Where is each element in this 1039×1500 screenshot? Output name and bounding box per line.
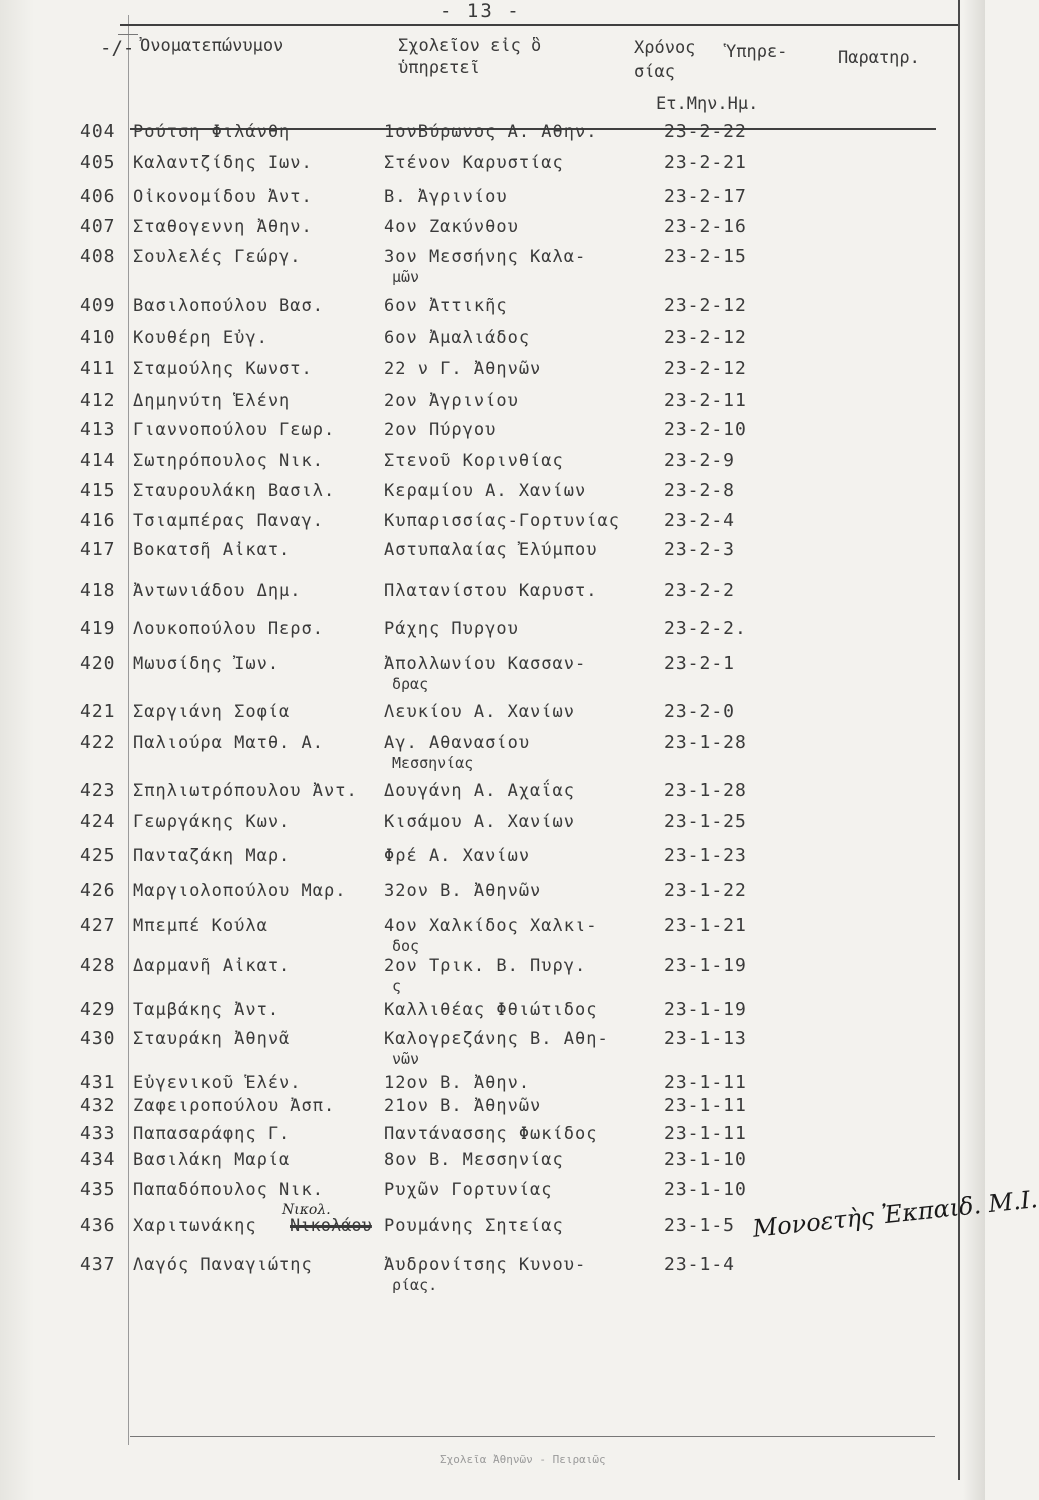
footer-rule bbox=[130, 1436, 935, 1437]
table-row bbox=[0, 915, 958, 955]
table-row bbox=[0, 812, 958, 842]
row-date: 23-2-12 bbox=[664, 327, 747, 348]
row-name: Ρούτση Φιλάνθη bbox=[133, 122, 291, 142]
page-number: - 13 - bbox=[440, 0, 521, 22]
row-school: Φρέ Α. Χανίων bbox=[384, 846, 531, 866]
table-row bbox=[0, 481, 958, 511]
row-school-line2: ς bbox=[392, 977, 402, 995]
header-school-line2: ὑπηρετεῖ bbox=[398, 58, 480, 78]
table-row bbox=[0, 217, 958, 247]
row-number: 431 bbox=[80, 1072, 116, 1093]
row-date: 23-2-11 bbox=[664, 390, 747, 411]
header-notes: Παρατηρ. bbox=[838, 48, 920, 68]
row-number: 407 bbox=[80, 216, 116, 237]
row-date: 23-1-28 bbox=[664, 732, 747, 753]
table-header bbox=[0, 34, 958, 124]
row-date: 23-2-17 bbox=[664, 186, 747, 207]
row-number: 430 bbox=[80, 1028, 116, 1049]
row-name: Γεωργάκης Κων. bbox=[133, 812, 291, 832]
table-row bbox=[0, 1180, 958, 1210]
row-name: Εὐγενικοῦ Ἑλέν. bbox=[133, 1073, 302, 1093]
table-row bbox=[0, 1000, 958, 1030]
table-row bbox=[0, 581, 958, 611]
row-number: 432 bbox=[80, 1095, 116, 1116]
row-name: Ἀντωνιάδου Δημ. bbox=[133, 581, 302, 601]
row-name: Σταυρουλάκη Βασιλ. bbox=[133, 481, 336, 501]
row-school: 6ον Ἀμαλιάδος bbox=[384, 328, 531, 348]
row-name: Οἰκονομίδου Ἀντ. bbox=[133, 187, 313, 207]
row-name: Μπεμπέ Κούλα bbox=[133, 916, 268, 936]
table-row bbox=[0, 187, 958, 217]
row-number: 435 bbox=[80, 1179, 116, 1200]
row-date: 23-2-15 bbox=[664, 246, 747, 267]
row-number: 421 bbox=[80, 701, 116, 722]
row-name: Σπηλιωτρόπουλου Ἀντ. bbox=[133, 781, 358, 801]
row-number: 433 bbox=[80, 1123, 116, 1144]
table-row bbox=[0, 1254, 958, 1294]
row-school: 2ον Τρικ. Β. Πυργ. bbox=[384, 956, 587, 976]
row-date: 23-1-5 bbox=[664, 1215, 736, 1236]
row-number: 405 bbox=[80, 152, 116, 173]
row-number: 408 bbox=[80, 246, 116, 267]
row-name: Παπασαράφης Γ. bbox=[133, 1124, 291, 1144]
row-number: 434 bbox=[80, 1149, 116, 1170]
row-school-line2: μῶν bbox=[392, 268, 420, 286]
table-row bbox=[0, 420, 958, 450]
row-school: 2ον Ἀγρινίου bbox=[384, 391, 519, 411]
row-school: Πλατανίστου Καρυστ. bbox=[384, 581, 598, 601]
row-name: Γιαννοπούλου Γεωρ. bbox=[133, 420, 336, 440]
row-date: 23-1-13 bbox=[664, 1028, 747, 1049]
row-school: Δουγάνη Α. Αχαΐας bbox=[384, 781, 575, 801]
table-row bbox=[0, 451, 958, 481]
row-name: Βασιλάκη Μαρία bbox=[133, 1150, 291, 1170]
top-rule bbox=[120, 24, 958, 26]
row-number: 416 bbox=[80, 510, 116, 531]
row-name: Ταμβάκης Ἀντ. bbox=[133, 1000, 280, 1020]
row-school: Στενοῦ Κορινθίας bbox=[384, 451, 564, 471]
row-number: 420 bbox=[80, 653, 116, 674]
row-date: 23-1-11 bbox=[664, 1095, 747, 1116]
row-number: 423 bbox=[80, 780, 116, 801]
row-name: Τσιαμπέρας Παναγ. bbox=[133, 511, 324, 531]
row-name: Σταυράκη Ἀθηνᾶ bbox=[133, 1029, 291, 1049]
row-date: 23-1-23 bbox=[664, 845, 747, 866]
table-row bbox=[0, 846, 958, 876]
row-school-line2: ρίας. bbox=[392, 1276, 438, 1294]
row-name: Μαργιολοπούλου Μαρ. bbox=[133, 881, 347, 901]
row-number: 409 bbox=[80, 295, 116, 316]
row-school: 1ονΒύρωνος Α. Αθην. bbox=[384, 122, 598, 142]
row-date: 23-2-4 bbox=[664, 510, 736, 531]
row-school: Λευκίου Α. Χανίων bbox=[384, 702, 575, 722]
header-date-format: Ετ.Μην.Ημ. bbox=[656, 94, 759, 114]
row-school: 6ον Ἀττικῆς bbox=[384, 296, 508, 316]
row-school-line2: δος bbox=[392, 937, 420, 955]
row-school: 4ον Χαλκίδος Χαλκι- bbox=[384, 916, 598, 936]
row-name: Βασιλοπούλου Βασ. bbox=[133, 296, 324, 316]
row-date: 23-2-8 bbox=[664, 480, 736, 501]
page-right-edge bbox=[963, 0, 985, 1500]
row-school: Καλογρεζάνης Β. Αθη- bbox=[384, 1029, 609, 1049]
row-name: Παλιούρα Ματθ. Α. bbox=[133, 733, 324, 753]
row-number: 426 bbox=[80, 880, 116, 901]
row-note: Μονοετὴς Ἐκπαιδ. Μ.Ι. bbox=[751, 1185, 1039, 1243]
row-date: 23-2-16 bbox=[664, 216, 747, 237]
row-school: 3ον Μεσσήνης Καλα- bbox=[384, 247, 587, 267]
row-date: 23-2-12 bbox=[664, 295, 747, 316]
row-school: 32ον Β. Ἀθηνῶν bbox=[384, 881, 542, 901]
row-school: Ρουμάνης Σητείας bbox=[384, 1216, 564, 1236]
row-school: 12ον Β. Ἀθην. bbox=[384, 1073, 531, 1093]
row-date: 23-1-10 bbox=[664, 1149, 747, 1170]
row-date: 23-2-12 bbox=[664, 358, 747, 379]
row-number: 406 bbox=[80, 186, 116, 207]
row-name: Παπαδόπουλος Νικ. bbox=[133, 1180, 324, 1200]
row-school: Β. Ἀγρινίου bbox=[384, 187, 508, 207]
row-number: 404 bbox=[80, 121, 116, 142]
row-date: 23-1-19 bbox=[664, 955, 747, 976]
row-number: 424 bbox=[80, 811, 116, 832]
table-row bbox=[0, 391, 958, 421]
row-number: 410 bbox=[80, 327, 116, 348]
table-row bbox=[0, 881, 958, 911]
table-row bbox=[0, 122, 958, 152]
header-number: -/- bbox=[100, 37, 135, 59]
row-school: Αστυπαλαίας Ἐλύμπου bbox=[384, 540, 598, 560]
table-row bbox=[0, 246, 958, 286]
row-name: Δαρμανῆ Αἰκατ. bbox=[133, 956, 291, 976]
row-name: Κουθέρη Εὐγ. bbox=[133, 328, 268, 348]
table-row bbox=[0, 1028, 958, 1068]
row-date: 23-2-9 bbox=[664, 450, 736, 471]
row-name: Σταθογεννη Ἀθην. bbox=[133, 217, 313, 237]
row-date: 23-2-10 bbox=[664, 419, 747, 440]
row-date: 23-2-21 bbox=[664, 152, 747, 173]
row-date: 23-1-28 bbox=[664, 780, 747, 801]
row-school: Ἀυδρονίτσης Κυνου- bbox=[384, 1255, 587, 1275]
row-name: Πανταζάκη Μαρ. bbox=[133, 846, 291, 866]
footer-stamp: Σχολεῖα Ἀθηνῶν - Πειραιῶς bbox=[440, 1453, 606, 1466]
row-name: Δημηνύτη Ἑλένη bbox=[133, 391, 291, 411]
row-date: 23-2-3 bbox=[664, 539, 736, 560]
name-correction: Νικολ. bbox=[282, 1202, 331, 1218]
right-border-line bbox=[958, 0, 960, 1480]
row-school: 22 ν Γ. Ἀθηνῶν bbox=[384, 359, 542, 379]
row-date: 23-1-22 bbox=[664, 880, 747, 901]
row-school: Ρυχῶν Γορτυνίας bbox=[384, 1180, 553, 1200]
header-years: Χρόνος bbox=[634, 38, 696, 58]
row-school: Κεραμίου Α. Χανίων bbox=[384, 481, 587, 501]
row-number: 419 bbox=[80, 618, 116, 639]
row-name: Λουκοπούλου Περσ. bbox=[133, 619, 324, 639]
row-number: 436 bbox=[80, 1215, 116, 1236]
row-name: Βοκατσῆ Αἰκατ. bbox=[133, 540, 291, 560]
row-date: 23-1-25 bbox=[664, 811, 747, 832]
row-number: 412 bbox=[80, 390, 116, 411]
row-number: 411 bbox=[80, 358, 116, 379]
table-row bbox=[0, 1096, 958, 1126]
row-name: Σωτηρόπουλος Νικ. bbox=[133, 451, 324, 471]
row-school-line2: Μεσσηνίας bbox=[392, 754, 474, 772]
row-date: 23-2-2. bbox=[664, 618, 747, 639]
row-school: Στένον Καρυστίας bbox=[384, 153, 564, 173]
row-date: 23-2-0 bbox=[664, 701, 736, 722]
header-service: Ὑπηρε- bbox=[726, 42, 788, 62]
row-name: Χαριτωνάκης bbox=[133, 1216, 257, 1236]
row-school-line2: δρας bbox=[392, 675, 429, 693]
row-number: 427 bbox=[80, 915, 116, 936]
row-name: Λαγός Παναγιώτης bbox=[133, 1255, 313, 1275]
row-name: Σουλελές Γεώργ. bbox=[133, 247, 302, 267]
row-date: 23-1-11 bbox=[664, 1072, 747, 1093]
table-row bbox=[0, 732, 958, 772]
row-school: Ἀπολλωνίου Κασσαν- bbox=[384, 654, 587, 674]
row-number: 428 bbox=[80, 955, 116, 976]
table-row bbox=[0, 153, 958, 183]
row-school-line2: νῶν bbox=[392, 1050, 420, 1068]
table-row bbox=[0, 296, 958, 326]
struck-name: Νικολάου bbox=[290, 1216, 372, 1236]
header-school: Σχολεῖον εἰς ὃ bbox=[398, 36, 542, 56]
header-name: Ὀνοματεπώνυμον bbox=[140, 36, 284, 56]
row-date: 23-1-19 bbox=[664, 999, 747, 1020]
row-number: 425 bbox=[80, 845, 116, 866]
row-school: Αγ. Αθανασίου bbox=[384, 733, 531, 753]
row-date: 23-1-4 bbox=[664, 1254, 736, 1275]
row-date: 23-1-10 bbox=[664, 1179, 747, 1200]
table-row bbox=[0, 702, 958, 732]
row-school: Παντάνασσης Φωκίδος bbox=[384, 1124, 598, 1144]
row-name: Σαργιάνη Σοφία bbox=[133, 702, 291, 722]
table-row bbox=[0, 540, 958, 570]
table-row bbox=[0, 511, 958, 541]
table-row bbox=[0, 653, 958, 693]
row-name: Καλαντζίδης Ιων. bbox=[133, 153, 313, 173]
row-number: 429 bbox=[80, 999, 116, 1020]
table-row bbox=[0, 328, 958, 358]
row-school: Ράχης Πυργου bbox=[384, 619, 519, 639]
row-number: 422 bbox=[80, 732, 116, 753]
row-number: 413 bbox=[80, 419, 116, 440]
row-school: Καλλιθέας Φθιώτιδος bbox=[384, 1000, 598, 1020]
row-name: Ζαφειροπούλου Ἀσπ. bbox=[133, 1096, 336, 1116]
row-name: Σταμούλης Κωνστ. bbox=[133, 359, 313, 379]
row-date: 23-1-11 bbox=[664, 1123, 747, 1144]
row-number: 415 bbox=[80, 480, 116, 501]
table-row bbox=[0, 1150, 958, 1180]
row-school: 8ον Β. Μεσσηνίας bbox=[384, 1150, 564, 1170]
row-date: 23-1-21 bbox=[664, 915, 747, 936]
row-school: 2ον Πύργου bbox=[384, 420, 497, 440]
table-row bbox=[0, 619, 958, 649]
row-number: 418 bbox=[80, 580, 116, 601]
row-school: 21ον Β. Ἀθηνῶν bbox=[384, 1096, 542, 1116]
table-row bbox=[0, 781, 958, 811]
row-school: Κυπαρισσίας-Γορτυνίας bbox=[384, 511, 620, 531]
row-school: Κισάμου Α. Χανίων bbox=[384, 812, 575, 832]
row-number: 417 bbox=[80, 539, 116, 560]
row-date: 23-2-1 bbox=[664, 653, 736, 674]
row-name: Μωυσίδης Ἰων. bbox=[133, 654, 280, 674]
table-row bbox=[0, 955, 958, 995]
row-date: 23-2-22 bbox=[664, 121, 747, 142]
row-number: 414 bbox=[80, 450, 116, 471]
table-row bbox=[0, 359, 958, 389]
row-school: 4ον Ζακύνθου bbox=[384, 217, 519, 237]
row-date: 23-2-2 bbox=[664, 580, 736, 601]
row-number: 437 bbox=[80, 1254, 116, 1275]
header-years-line2: σίας bbox=[634, 62, 675, 82]
